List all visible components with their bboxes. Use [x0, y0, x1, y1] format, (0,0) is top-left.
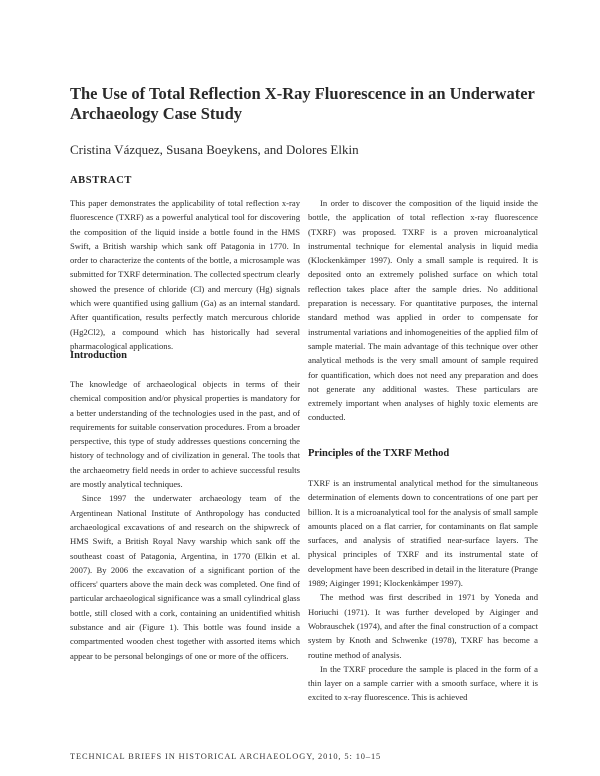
right-column-bottom: [308, 476, 538, 705]
introduction-body: [70, 377, 300, 663]
txrf-paragraph-1: TXRF is an instrumental analytical method for the simultaneous determination of elements down to concentrations of one part per billion. It is a microanalytical tool for the analysis of small sample amounts placed on a flat carrier, for contaminants on flat sample surfaces, and analysis of stratified near-surface layers. The physical principles of TXRF and its instrumental state of development have been described in detail in the literature (Prange 1989; Aiginger 1991; Klockenkämper 1997).: [308, 478, 538, 589]
abstract-text: This paper demonstrates the applicability of total reflection x-ray fluorescence (TXRF) as a powerful analytical tool for discovering the composition of the liquid inside a bottle found in the HMS Swift, a British warship which sank off Patagonia in 1770. In order to characterize the contents of the bottle, a microsample was submitted for TXRF determination. The collected spectrum clearly showed the presence of chloride (Cl) and mercury (Hg) signals which were quantified using gallium (Ga) as an internal standard. After quantification, results perfectly match mercurous chloride (Hg2Cl2), a compound which has historically had several pharmacological applications.: [70, 198, 300, 351]
txrf-paragraph-3: In the TXRF procedure the sample is placed in the form of a thin layer on a sample carrier with a smooth surface, where it is excited to x-ray fluorescence. This is achieved: [308, 663, 538, 703]
introduction-heading: Introduction: [70, 350, 127, 361]
right-column-top: [308, 196, 538, 425]
introduction-paragraph-1: The knowledge of archaeological objects in terms of their chemical composition and/or physical properties is mandatory for a better understanding of the technologies used in the past, and of requirements for suitable conservation procedures. From a broader perspective, this type of study addresses questions concerning the history of technology and of civilization in general. The tools that the archaeometry field needs in order to achieve successful results are mostly analytical techniques.: [70, 379, 300, 490]
left-column: [70, 196, 300, 353]
txrf-paragraph-2: The method was first described in 1971 by Yoneda and Horiuchi (1971). It was further developed by Aiginger and Wobrauschek (1974), and after the final construction of a compact system by Knoth and Schwenke (1978), TXRF has become a routine method of analysis.: [308, 592, 538, 660]
right-paragraph-1: In order to discover the composition of the liquid inside the bottle, the application of total reflection x-ray fluorescence (TXRF) was proposed. TXRF is a proven microanalytical instrumental technique for elemental analysis in liquid media (Klockenkämper 1997). Only a small sample is required. It is deposited onto an extremely polished surface on which total reflection takes place after the sample dries. No additional preparation is necessary. For quantitative purposes, the internal standard method was applied in order to compensate for instrumental variations and inhomogeneities of the applied film of sample material. The main advantage of this technique over other analytical methods is the very small amount of sample required for quantification, which does not need any preparation and does not generate any additional wastes. These particulars are extremely important when analyses of highly toxic elements are conducted.: [308, 198, 538, 423]
journal-footer: TECHNICAL BRIEFS IN HISTORICAL ARCHAEOLOGY, 2010, 5: 10–15: [70, 752, 382, 761]
txrf-principles-heading: Principles of the TXRF Method: [308, 448, 450, 459]
abstract-heading: ABSTRACT: [70, 175, 132, 186]
author-list: Cristina Vázquez, Susana Boeykens, and Dolores Elkin: [70, 142, 359, 157]
paper-title: The Use of Total Reflection X-Ray Fluorescence in an Underwater Archaeology Case Study: [70, 84, 535, 123]
introduction-paragraph-2: Since 1997 the underwater archaeology team of the Argentinean National Institute of Anthropology has conducted archaeological excavations of and research on the shipwreck of HMS Swift, a British Royal Navy warship which sank off the southeast coast of Patagonia, Argentina, in 1770 (Elkin et al. 2007). By 2006 the excavation of a significant portion of the officers' quarters above the main deck was completed. One find of particular archaeological significance was a small cylindrical glass bottle, still closed with a cork, containing an unidentified whitish substance and air (Figure 1). This bottle was found inside a compartmented wooden chest together with assorted items which appear to be personal belongings of one or more of the officers.: [70, 493, 300, 661]
